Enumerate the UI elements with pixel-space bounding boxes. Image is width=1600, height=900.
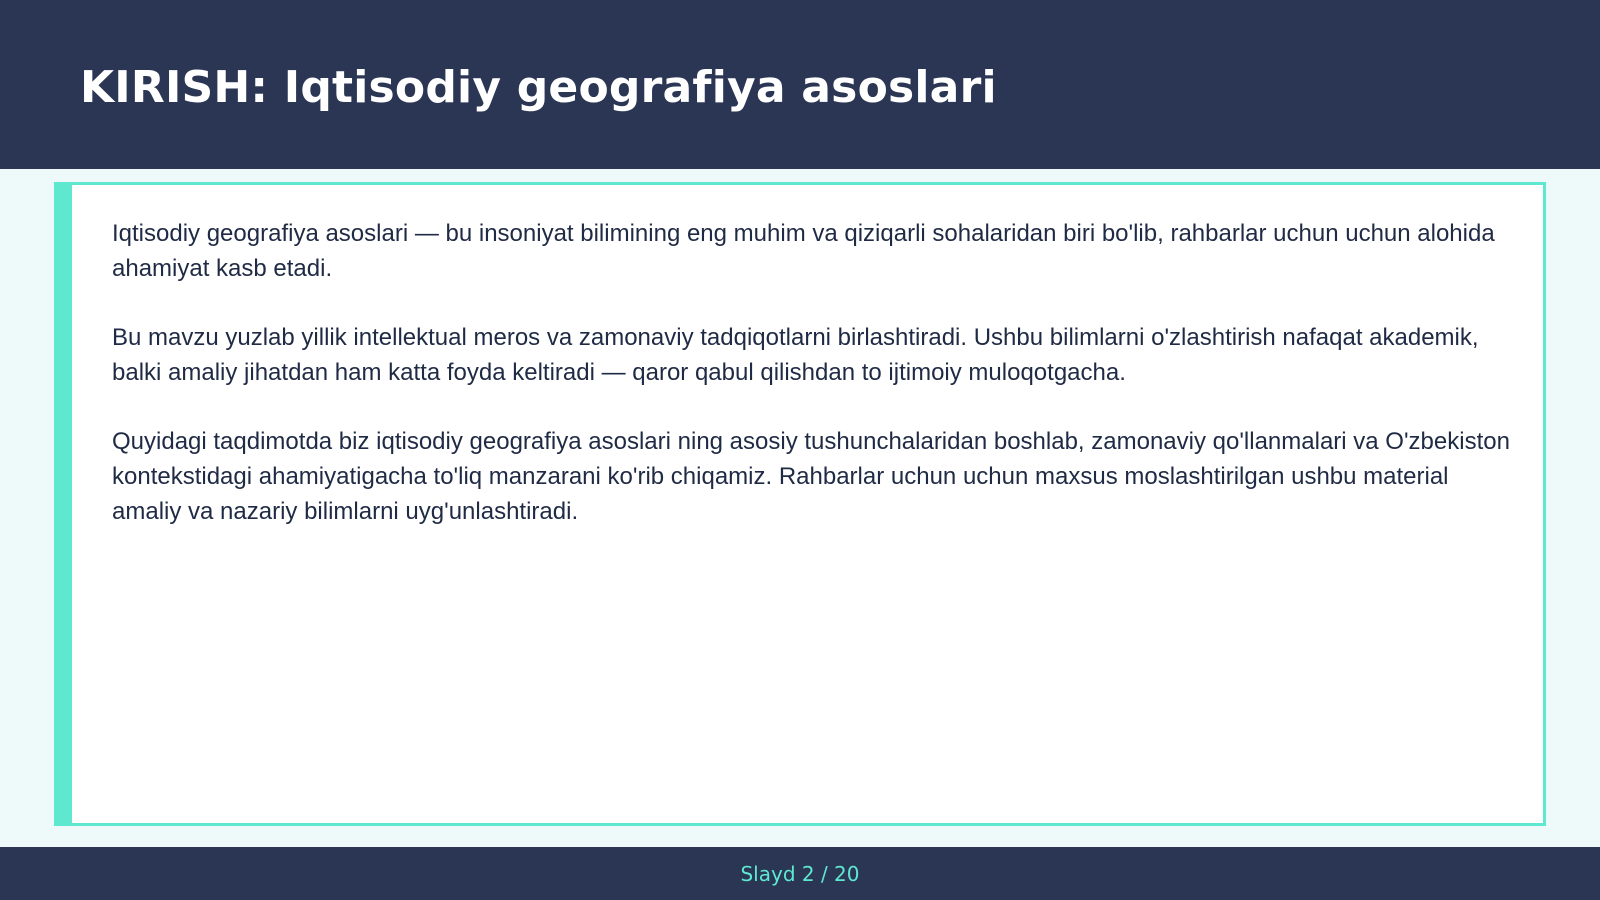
paragraph-1: Iqtisodiy geografiya asoslari — bu insoniyat bilimining eng muhim va qiziqarli sohalaridan biri bo'lib, rahbarlar uchun uchun alohida ahamiyat kasb etadi. — [112, 220, 1495, 282]
paragraph-3: Quyidagi taqdimotda biz iqtisodiy geografiya asoslari ning asosiy tushunchalaridan boshlab, zamonaviy qo'llanmalari va O'zbekiston kontekstidagi ahamiyatigacha to'liq manzarani ko'rib chiqamiz. Rahbarlar uchun uchun maxsus moslashtirilgan ushbu material amaliy va nazariy bilimlarni uyg'unlashtiradi. — [112, 428, 1510, 525]
content-body — [112, 216, 1520, 563]
slide-footer — [0, 847, 1600, 900]
slide-header — [0, 0, 1600, 169]
slide-counter: Slayd 2 / 20 — [740, 862, 860, 886]
content-card — [54, 182, 1546, 826]
slide-title: KIRISH: Iqtisodiy geografiya asoslari — [80, 62, 997, 113]
paragraph-2: Bu mavzu yuzlab yillik intellektual meros va zamonaviy tadqiqotlarni birlashtiradi. Ushbu bilimlarni o'zlashtirish nafaqat akademik, balki amaliy jihatdan ham katta foyda keltiradi — qaror qabul qilishdan to ijtimoiy muloqotgacha. — [112, 324, 1479, 386]
